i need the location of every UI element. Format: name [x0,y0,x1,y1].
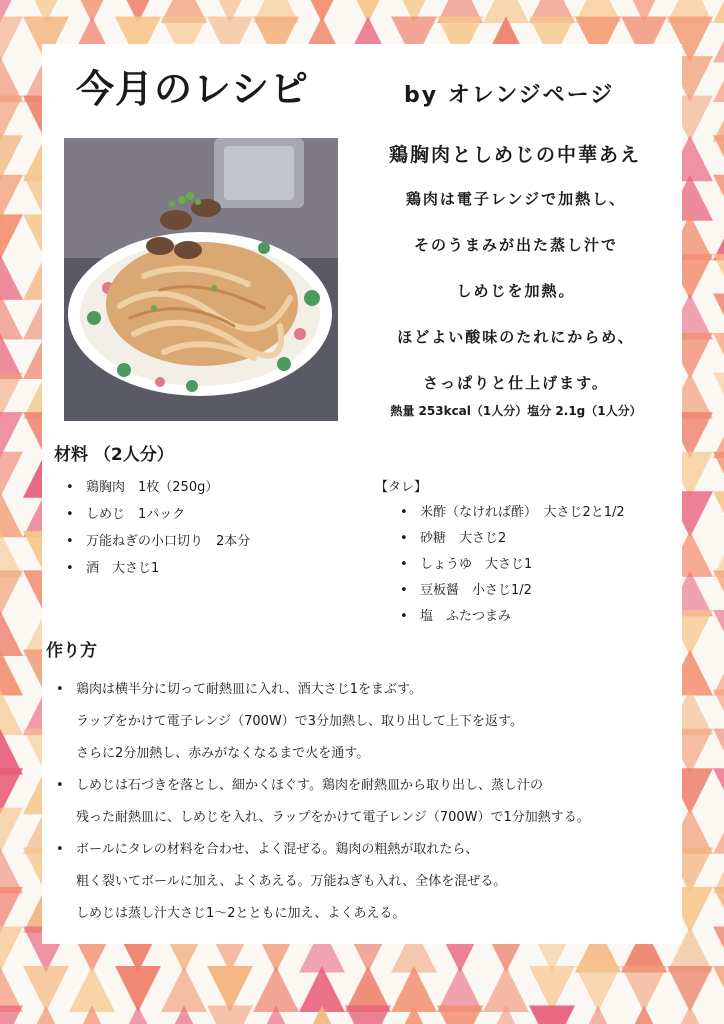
border-triangle [391,966,437,1012]
ingredient-item: • 鶏胸肉 1枚（250g） [62,474,250,501]
border-triangle [621,1006,667,1024]
method-heading: 作り方 [46,641,97,661]
border-triangle [713,412,724,458]
border-triangle [345,1006,391,1024]
sauce-item: • 塩 ふたつまみ [396,604,625,630]
description-line: そのうまみが出た蒸し汁で [413,236,618,254]
border-triangle [115,966,161,1012]
description-line: さっぱりと仕上げます。 [423,374,609,392]
border-triangle [713,56,724,102]
border-triangle [207,1006,253,1024]
border-triangle [0,966,23,1012]
border-triangle [713,214,724,260]
border-triangle [713,768,724,814]
border-triangle [115,1006,161,1024]
border-triangle [0,214,23,260]
border-triangle [69,966,115,1012]
step-line: さらに2分加熱し、赤みがなくなるまで火を通す。 [76,746,370,761]
border-triangle [0,373,23,419]
border-triangle [713,808,724,854]
border-triangle [161,966,207,1012]
border-triangle [0,610,23,656]
nutrition-info: 熱量 253kcal（1人分）塩分 2.1g（1人分） [390,404,642,418]
description-line: 鶏肉は電子レンジで加熱し、 [405,190,627,208]
step-line: • ボールにタレの材料を合わせ、よく混ぜる。鶏肉の粗熱が取れたら、 [52,834,590,866]
border-triangle [0,452,23,498]
border-triangle [0,887,23,933]
border-triangle [0,768,23,814]
ingredients-list [62,474,250,582]
recipe-title: 鶏胸肉としめじの中華あえ [388,144,641,166]
border-triangle [0,491,23,537]
border-triangle [0,689,23,735]
border-triangle [713,491,724,537]
border-triangle [713,887,724,933]
border-triangle [713,452,724,498]
step-line: • しめじは石づきを落とし、細かくほぐす。鶏肉を耐熱皿から取り出し、蒸し汁の [52,770,590,802]
border-triangle [529,1006,575,1024]
border-triangle [0,808,23,854]
border-triangle [0,570,23,616]
border-triangle [621,966,667,1012]
ingredient-item: • 万能ねぎの小口切り 2本分 [62,528,250,555]
sauce-item: • 豆板醤 小さじ1/2 [396,578,625,604]
ingredient-item: • 酒 大さじ1 [62,555,250,582]
border-triangle [0,926,23,972]
border-triangle [529,966,575,1012]
border-triangle [575,1006,621,1024]
description-line: しめじを加熱。 [456,282,576,300]
sauce-item: • 砂糖 大さじ2 [396,526,625,552]
step-line: • 鶏肉は横半分に切って耐熱皿に入れ、酒大さじ1をまぶす。 [52,674,590,706]
border-triangle [713,570,724,616]
step-line: しめじは蒸し汁大さじ1〜2とともに加え、よくあえる。 [76,906,406,921]
border-triangle [667,966,713,1012]
border-triangle [713,175,724,221]
description-line: ほどよい酸味のたれにからめ、 [397,328,635,346]
border-triangle [23,966,69,1012]
sauce-item: • しょうゆ 大さじ1 [396,552,625,578]
border-triangle [253,966,299,1012]
step-line: 粗く裂いてボールに加え、よくあえる。万能ねぎも入れ、全体を混ぜる。 [76,874,507,889]
page-byline: by オレンジページ [404,83,615,108]
border-triangle [713,96,724,142]
ingredient-item: • しめじ 1パック [62,501,250,528]
border-triangle [345,966,391,1012]
border-triangle [713,847,724,893]
border-triangle [713,293,724,339]
border-triangle [0,96,23,142]
border-triangle [713,17,724,63]
border-triangle [207,966,253,1012]
border-triangle [299,966,345,1012]
sauce-heading: 【タレ】 [375,480,428,495]
border-triangle [483,966,529,1012]
border-triangle [0,412,23,458]
border-triangle [713,610,724,656]
border-triangle [713,373,724,419]
border-triangle [23,1006,69,1024]
border-triangle [713,689,724,735]
sauce-item: • 米酢（なければ酢） 大さじ2と1/2 [396,500,625,526]
page-title: 今月のレシピ [76,67,310,111]
recipe-description [346,176,686,406]
border-triangle [0,135,23,181]
border-triangle [713,966,724,1012]
border-triangle [575,966,621,1012]
border-triangle [713,1006,724,1024]
method-steps [52,674,590,930]
border-triangle [0,1006,23,1024]
border-triangle [0,333,23,379]
border-triangle [713,531,724,577]
border-triangle [0,650,23,696]
border-triangle [0,729,23,775]
sauce-list [396,500,625,630]
border-triangle [713,254,724,300]
border-triangle [667,1006,713,1024]
ingredients-heading: 材料 （2人分） [54,445,174,465]
border-triangle [0,254,23,300]
border-triangle [0,175,23,221]
border-triangle [713,0,724,23]
dish-photo [64,138,338,421]
step-line: 残った耐熱皿に、しめじを入れ、ラップをかけて電子レンジ（700W）で1分加熱する。 [76,810,590,825]
step-line: ラップをかけて電子レンジ（700W）で3分加熱し、取り出して上下を返す。 [76,714,523,729]
border-triangle [713,333,724,379]
border-triangle [437,966,483,1012]
border-triangle [0,293,23,339]
border-triangle [437,1006,483,1024]
border-triangle [0,17,23,63]
border-triangle [713,135,724,181]
border-triangle [713,729,724,775]
border-triangle [0,847,23,893]
border-triangle [0,531,23,577]
border-triangle [0,56,23,102]
border-triangle [713,650,724,696]
border-triangle [713,926,724,972]
